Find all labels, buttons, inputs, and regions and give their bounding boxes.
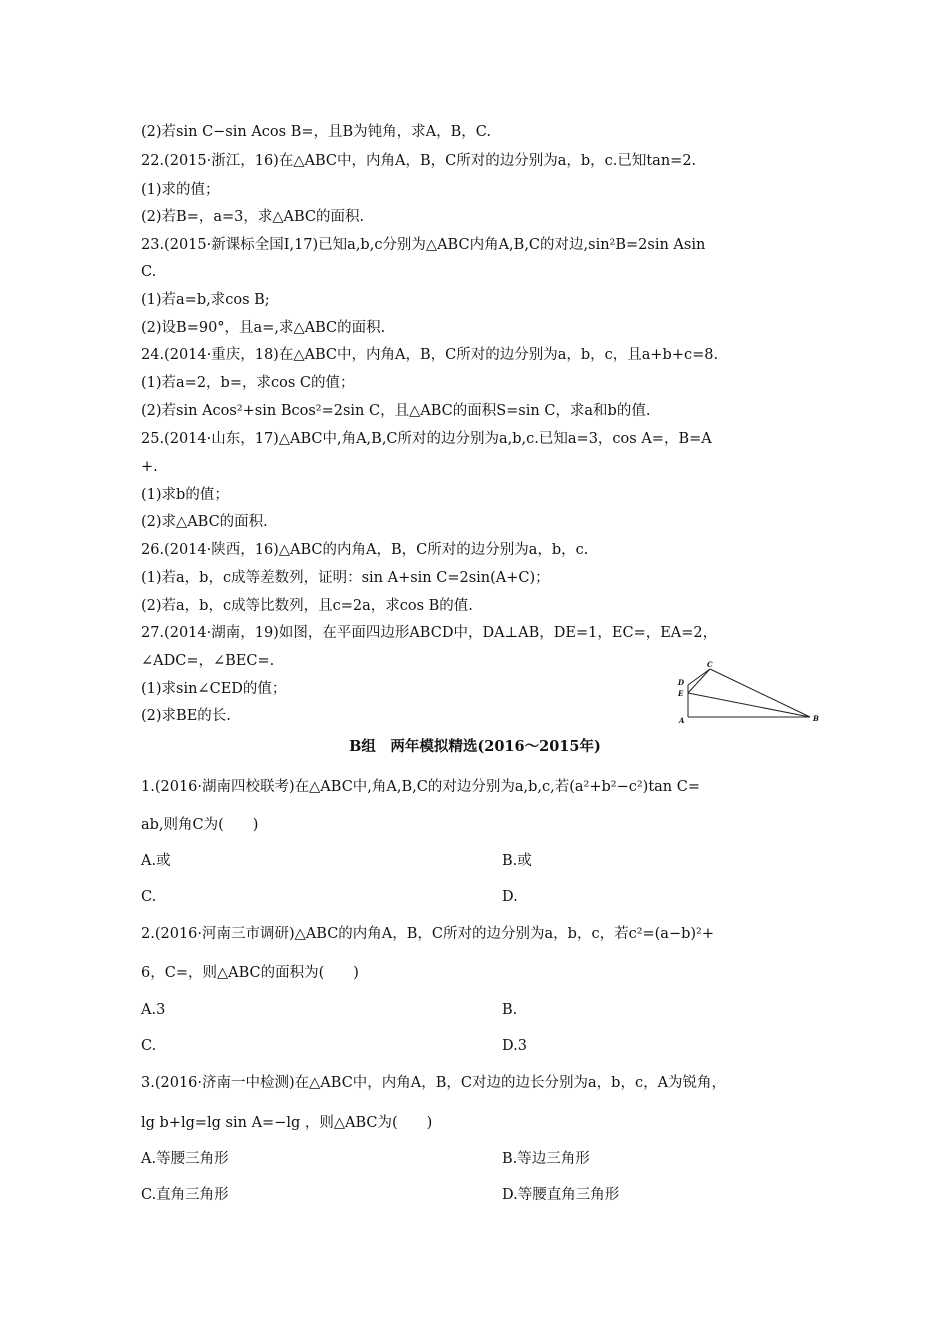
text-line: 23.(2015·新课标全国Ⅰ,17)已知a,b,c分别为△ABC内角A,B,C的对边,sin²B=2sin Asin (141, 237, 706, 253)
text-line: (2)求BE的长. (141, 708, 231, 724)
edge-ec (688, 669, 710, 693)
question-2-option-b: B. (502, 1002, 518, 1018)
question-2-option-c: C. (141, 1038, 157, 1054)
text-line: 26.(2014·陕西，16)△ABC的内角A，B，C所对的边分别为a，b，c. (141, 542, 589, 558)
question-2-option-a: A.3 (141, 1002, 166, 1018)
text-line: (1)求b的值； (141, 487, 229, 503)
question-1-option-d: D. (502, 889, 518, 905)
text-line: (1)若a，b，c成等差数列，证明：sin A+sin C=2sin(A+C)； (141, 570, 550, 586)
label-a: A (679, 716, 685, 725)
question-3-option-b: B.等边三角形 (502, 1151, 590, 1167)
edge-dc (688, 669, 710, 685)
text-line: 24.(2014·重庆，18)在△ABC中，内角A，B，C所对的边分别为a，b，c，且a+b+c=8. (141, 347, 719, 363)
question-1-option-c: C. (141, 889, 157, 905)
question-3-option-c: C.直角三角形 (141, 1187, 229, 1203)
question-3-option-d: D.等腰直角三角形 (502, 1187, 620, 1203)
label-d: D (678, 678, 685, 687)
text-line: C. (141, 264, 157, 280)
edge-eb (688, 693, 810, 717)
text-line: ∠ADC=，∠BEC=. (141, 653, 275, 669)
question-1-stem-cont: ab,则角C为( ) (141, 817, 259, 833)
text-line: (1)求sin∠CED的值； (141, 681, 287, 697)
question-3-option-a: A.等腰三角形 (141, 1151, 229, 1167)
text-line: (1)若a=2，b=，求cos C的值； (141, 375, 355, 391)
text-line: (2)设B=90°，且a=,求△ABC的面积. (141, 320, 386, 336)
quadrilateral-figure (676, 659, 826, 727)
question-2-stem: 2.(2016·河南三市调研)△ABC的内角A，B，C所对的边分别为a，b，c，若c²=(a−b)²+ (141, 926, 715, 942)
question-1-stem: 1.(2016·湖南四校联考)在△ABC中,角A,B,C的对边分别为a,b,c,若(a²+b²−c²)tan C= (141, 779, 700, 795)
question-1-option-b: B.或 (502, 853, 532, 869)
question-1-option-a: A.或 (141, 853, 171, 869)
label-e: E (678, 689, 684, 698)
text-line: (2)若B=，a=3，求△ABC的面积. (141, 209, 365, 225)
text-line: (2)若a，b，c成等比数列，且c=2a，求cos B的值. (141, 598, 473, 614)
text-line: (1)若a=b,求cos B; (141, 292, 270, 308)
question-3-stem: 3.(2016·济南一中检测)在△ABC中，内角A，B，C对边的边长分别为a，b，c，A为锐角， (141, 1075, 727, 1091)
text-line: (2)若sin C−sin Acos B=，且B为钝角，求A，B，C. (141, 124, 491, 140)
text-line: 25.(2014·山东，17)△ABC中,角A,B,C所对的边分别为a,b,c.已知a=3，cos A=，B=A (141, 431, 712, 447)
text-line: (2)求△ABC的面积. (141, 514, 268, 530)
label-c: C (707, 660, 713, 669)
text-line: +. (141, 459, 158, 475)
text-line: 27.(2014·湖南，19)如图，在平面四边形ABCD中，DA⊥AB，DE=1，EC=，EA=2， (141, 625, 718, 641)
section-heading: B组 两年模拟精选(2016～2015年) (349, 738, 601, 755)
text-line: (1)求的值； (141, 182, 220, 198)
label-b: B (813, 714, 819, 723)
text-line: 22.(2015·浙江，16)在△ABC中，内角A，B，C所对的边分别为a，b，c.已知tan=2. (141, 153, 697, 169)
question-2-option-d: D.3 (502, 1038, 527, 1054)
text-line: (2)若sin Acos²+sin Bcos²=2sin C，且△ABC的面积S=sin C，求a和b的值. (141, 403, 651, 419)
edge-cb (710, 669, 810, 717)
question-2-stem-cont: 6，C=，则△ABC的面积为( ) (141, 965, 359, 981)
question-3-stem-cont: lg b+lg=lg sin A=−lg ，则△ABC为( ) (141, 1115, 433, 1131)
